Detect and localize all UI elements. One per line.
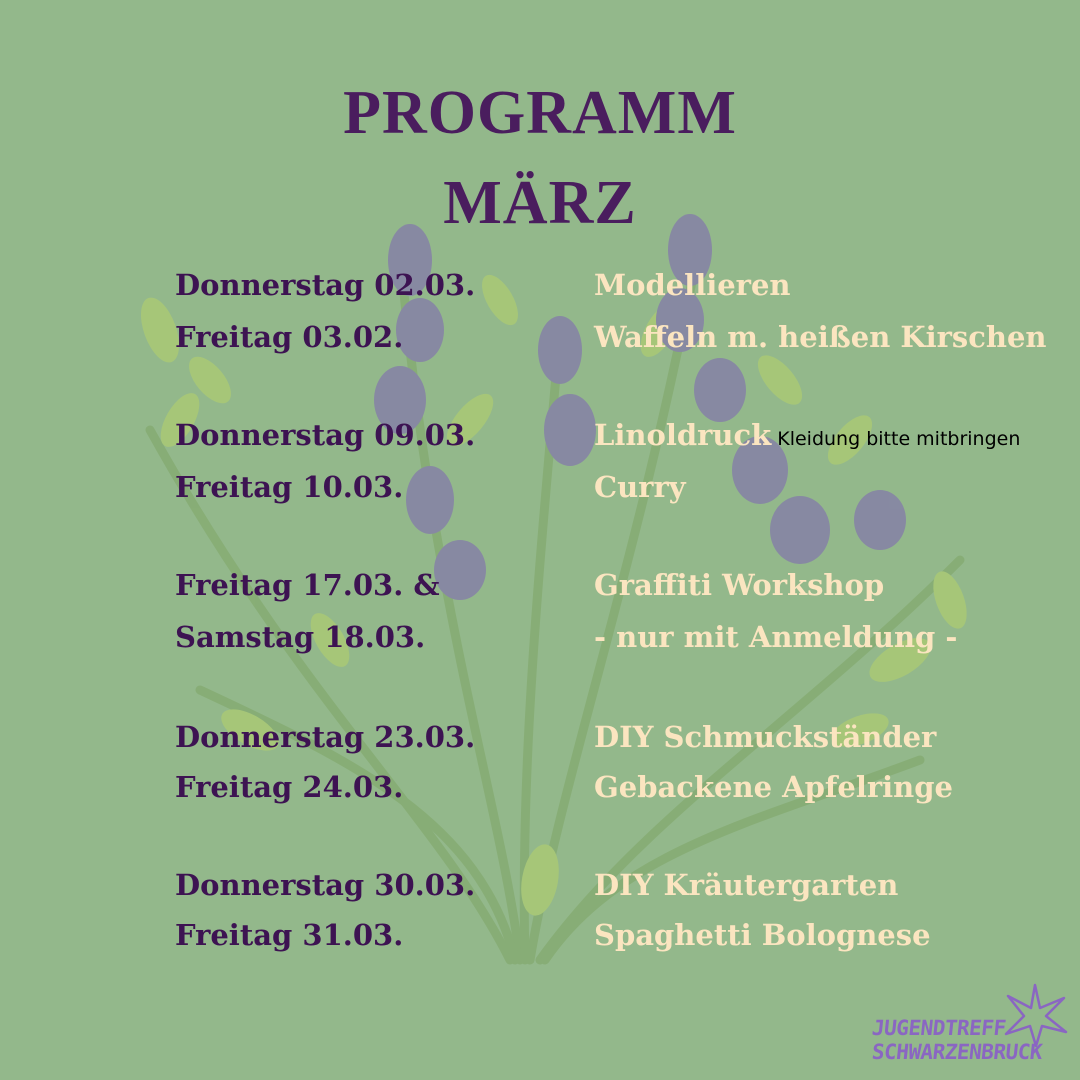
jugendtreff-logo <box>872 980 1072 1072</box>
schedule-activity: Waffeln m. heißen Kirschen <box>594 320 1047 354</box>
schedule-date: Freitag 31.03. <box>175 918 404 952</box>
schedule-activity: DIY Schmuckständer <box>594 720 937 754</box>
schedule-note: Kleidung bitte mitbringen <box>777 428 1021 450</box>
schedule-activity: - nur mit Anmeldung - <box>594 620 958 654</box>
schedule-activity: Modellieren <box>594 268 791 302</box>
schedule-date: Donnerstag 30.03. <box>175 868 476 902</box>
schedule-date: Donnerstag 02.03. <box>175 268 476 302</box>
logo-line-2: SCHWARZENBRUCK <box>870 1040 1044 1064</box>
schedule-date: Samstag 18.03. <box>175 620 426 654</box>
logo-line-1: JUGENDTREFF <box>870 1016 1007 1040</box>
schedule-date: Donnerstag 23.03. <box>175 720 476 754</box>
schedule-date: Freitag 10.03. <box>175 470 404 504</box>
schedule-date: Freitag 03.02. <box>175 320 404 354</box>
schedule-activity: Gebackene Apfelringe <box>594 770 953 804</box>
schedule-activity: DIY Kräutergarten <box>594 868 899 902</box>
schedule-activity: Linoldruck <box>594 418 772 452</box>
schedule-activity: Spaghetti Bolognese <box>594 918 931 952</box>
schedule-activity: Curry <box>594 470 686 504</box>
schedule-date: Freitag 24.03. <box>175 770 404 804</box>
schedule-activity: Graffiti Workshop <box>594 568 885 602</box>
schedule-date: Donnerstag 09.03. <box>175 418 476 452</box>
schedule-date: Freitag 17.03. & <box>175 568 440 602</box>
schedule-activity-row <box>594 418 1020 452</box>
title-line-2: MÄRZ <box>443 169 637 237</box>
title-line-1: PROGRAMM <box>343 79 737 147</box>
